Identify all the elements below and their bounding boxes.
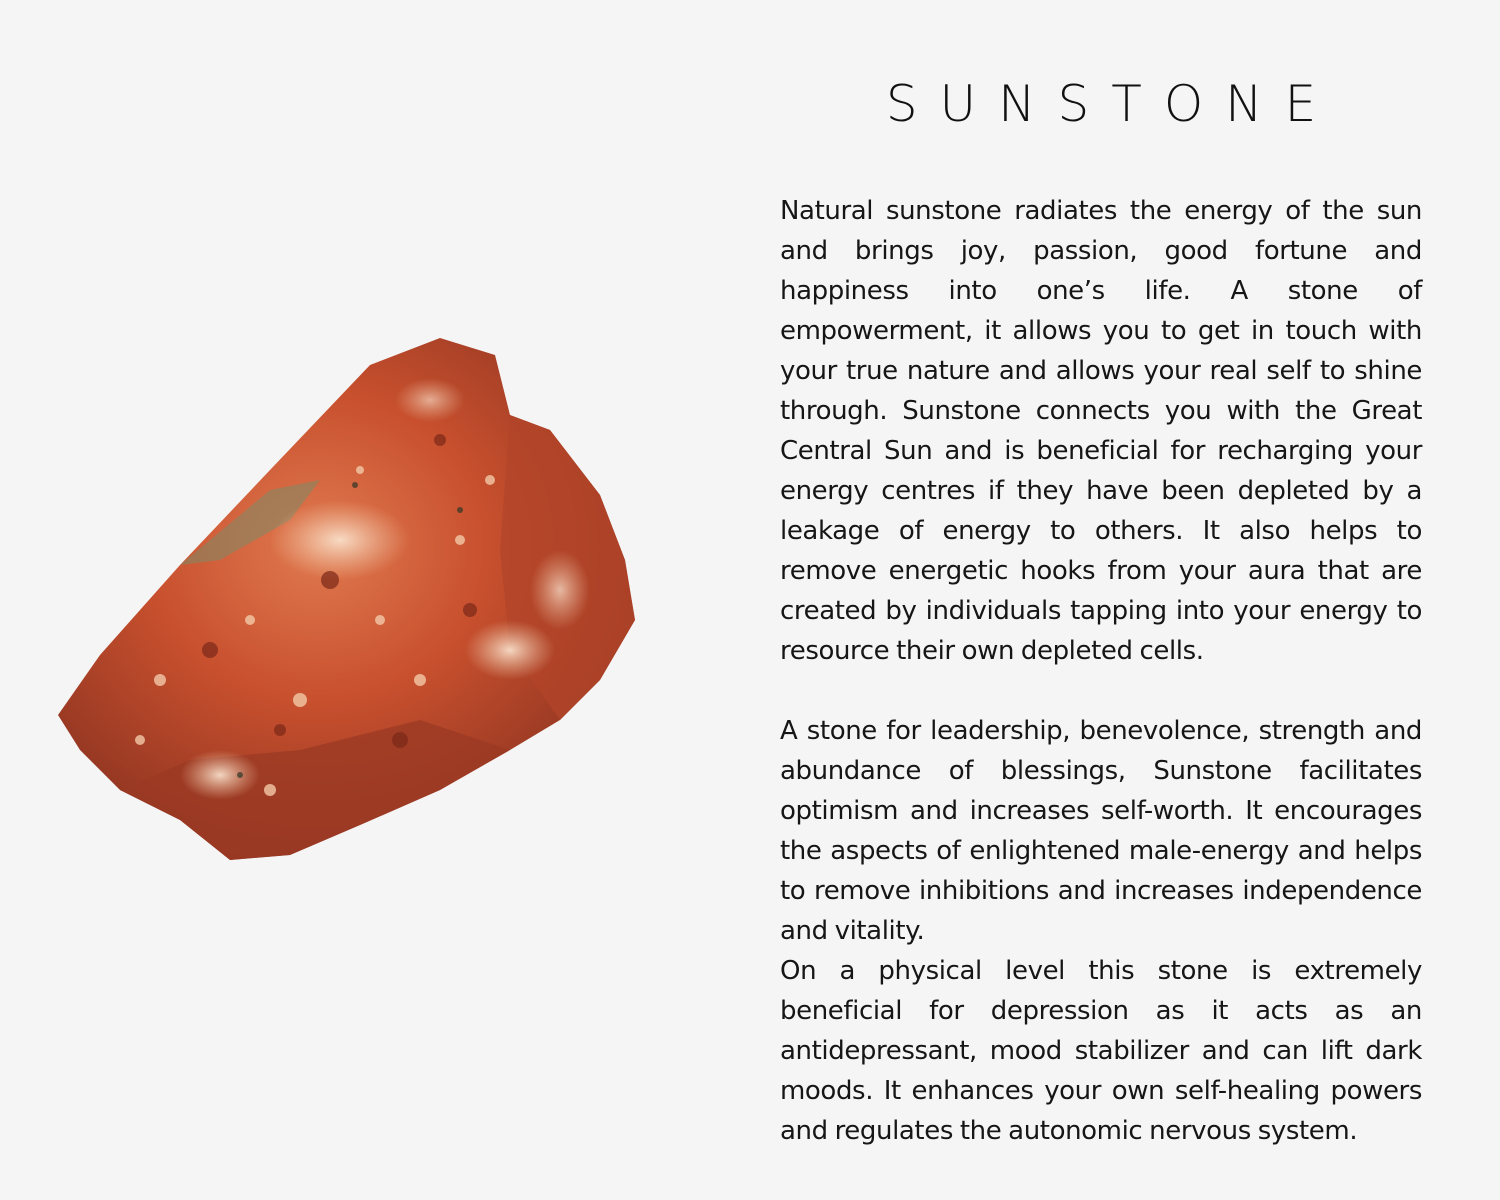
raw-sunstone-icon bbox=[40, 320, 640, 880]
sunstone-image bbox=[40, 320, 640, 880]
description-paragraph-2: A stone for leadership, benevolence, strength and abundance of blessings, Sunstone facilitates optimism and increases self-worth. It encourages the aspects of enlightened male-energy and helps to remove inhibitions and increases independence and vitality. bbox=[780, 716, 1422, 946]
description-paragraph-1: Natural sunstone radiates the energy of the sun and brings joy, passion, good fortune and happiness into one’s life. A stone of empowerment, it allows you to get in touch with your true nature and allows your real self to shine through. Sunstone connects you with the Great Central Sun and is beneficial for recharging your energy centres if they have been depleted by a leakage of energy to others. It also helps to remove energetic hooks from your aura that are created by individuals tapping into your energy to resource their own depleted cells. bbox=[780, 196, 1422, 666]
page-title: SUNSTONE bbox=[885, 75, 1339, 133]
description-paragraph-3: On a physical level this stone is extremely beneficial for depression as it acts as an antidepressant, mood stabilizer and can lift dark moods. It enhances your own self-healing powers and regulates the autonomic nervous system. bbox=[780, 956, 1422, 1146]
description bbox=[780, 191, 1422, 1151]
